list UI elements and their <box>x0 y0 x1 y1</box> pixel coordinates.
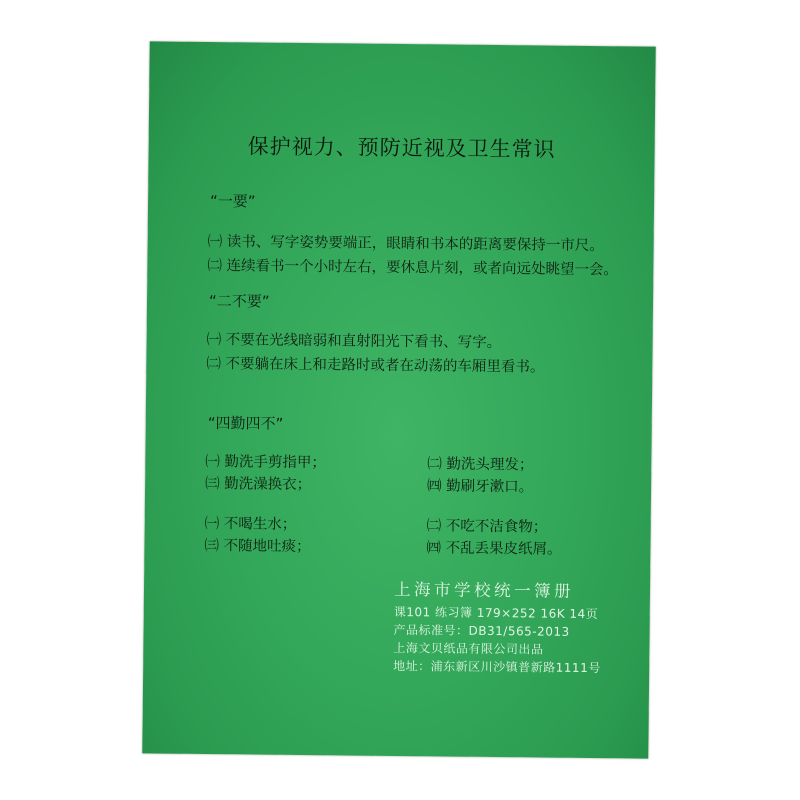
bu-item: ㈣ 不乱丢果皮纸屑。 <box>426 540 562 558</box>
rule-line: ㈠ 读书、写字姿势要端正，眼睛和书本的距离要保持一市尺。 <box>207 233 604 255</box>
bu-item: ㈡ 不吃不洁食物； <box>426 518 548 536</box>
qin-item: ㈠ 勤洗手剪指甲； <box>205 453 327 472</box>
section-heading-siqinsibu: “四勤四不” <box>207 413 284 433</box>
bu-item: ㈠ 不喝生水； <box>204 515 297 533</box>
footer-brand: 上海市学校统一簿册 <box>393 579 575 601</box>
rule-line: ㈡ 不要躺在床上和走路时或者在动荡的车厢里看书。 <box>206 355 545 376</box>
rule-line: ㈡ 连续看书一个小时左右，要休息片刻，或者向远处眺望一会。 <box>207 257 619 279</box>
section-heading-erbuyao: “二不要” <box>208 292 270 311</box>
section-heading-yiyao: “一要” <box>209 192 256 211</box>
bu-item: ㈢ 不随地吐痰； <box>204 537 311 556</box>
footer-spec: 课101 练习簿 179×252 16K 14页 <box>393 604 599 622</box>
footer-publisher: 上海文贝纸品有限公司出品 <box>393 640 544 657</box>
page-title: 保护视力、预防近视及卫生常识 <box>247 134 556 162</box>
footer-standard: 产品标准号：DB31/565-2013 <box>393 622 570 639</box>
notebook-cover <box>142 41 655 758</box>
qin-item: ㈡ 勤洗头理发； <box>427 456 534 474</box>
qin-item: ㈢ 勤洗澡换衣； <box>205 475 312 494</box>
rule-line: ㈠ 不要在光线暗弱和直射阳光下看书、写字。 <box>206 331 502 352</box>
qin-item: ㈣ 勤刷牙漱口。 <box>427 478 534 496</box>
footer-address: 地址：浦东新区川沙镇普新路1111号 <box>393 658 601 676</box>
